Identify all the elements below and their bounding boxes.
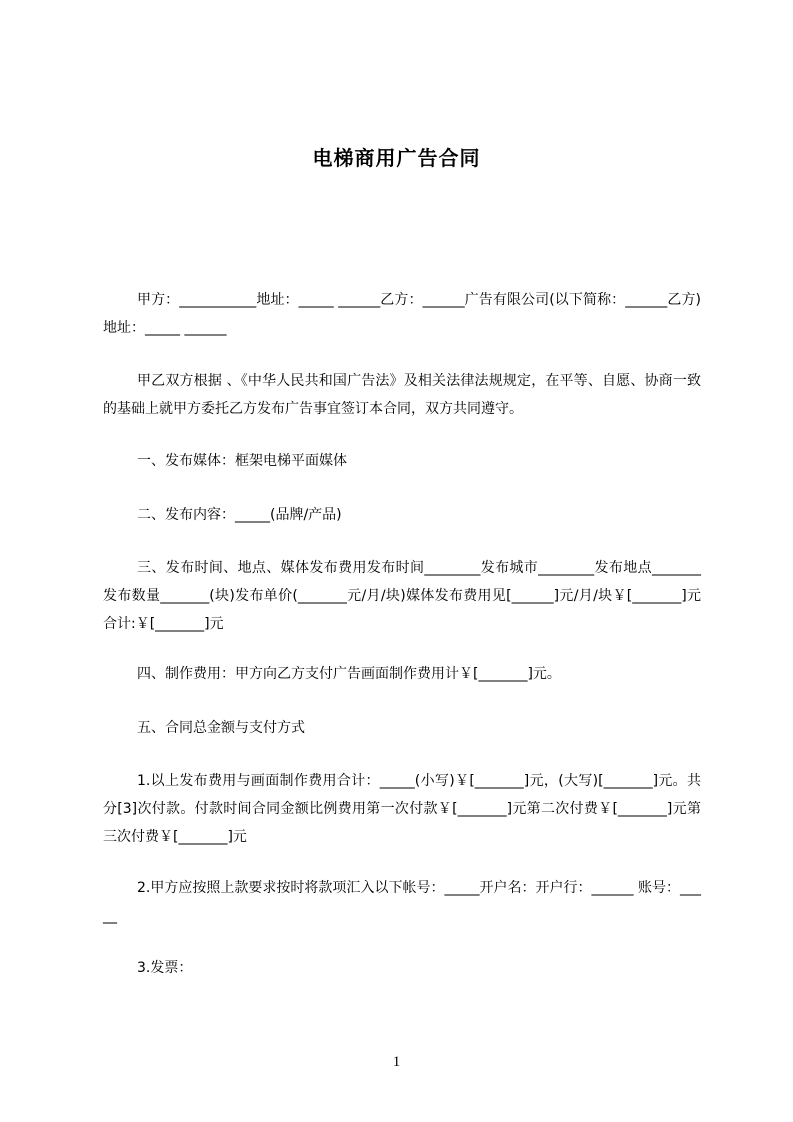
clause-1: 一、发布媒体：框架电梯平面媒体 <box>137 453 347 469</box>
page-number: 1 <box>392 1054 401 1070</box>
clause-5-heading: 五、合同总金额与支付方式 <box>137 720 305 736</box>
clause-5-1: 1.以上发布费用与画面制作费用合计：_____(小写)￥[_______]元，(大写)[_______]元。共分[3]次付款。付款时间合同金额比例费用第一次付款￥[_______]元第二次付费￥[_______]元第三次付费￥[_______]元 <box>103 773 701 845</box>
clause-3: 三、发布时间、地点、媒体发布费用发布时间________发布城市________发布地点_______发布数量_______(块)发布单价(_______元/月/块)媒体发布费用见[______]元/月/块￥[_______]元合计:￥[_______]元 <box>103 560 701 632</box>
clause-5-2: 2.甲方应按照上款要求按时将款项汇入以下帐号：_____开户名：开户行：______ 账号：_____ <box>103 880 701 924</box>
clause-5-3: 3.发票： <box>137 960 193 976</box>
parties-paragraph: 甲方：___________地址：_____ ______乙方：______广告有限公司(以下简称：______乙方)地址：_____ ______ <box>103 292 701 336</box>
clause-2: 二、发布内容：_____(品牌/产品) <box>137 507 342 523</box>
preamble-paragraph: 甲乙双方根据 、《中华人民共和国广告法》及相关法律法规规定，在平等、自愿、协商一致的基础上就甲方委托乙方发布广告事宜签订本合同，双方共同遵守。 <box>103 373 701 417</box>
clause-4: 四、制作费用：甲方向乙方支付广告画面制作费用计￥[_______]元。 <box>137 666 561 682</box>
document-title: 电梯商用广告合同 <box>312 146 481 170</box>
